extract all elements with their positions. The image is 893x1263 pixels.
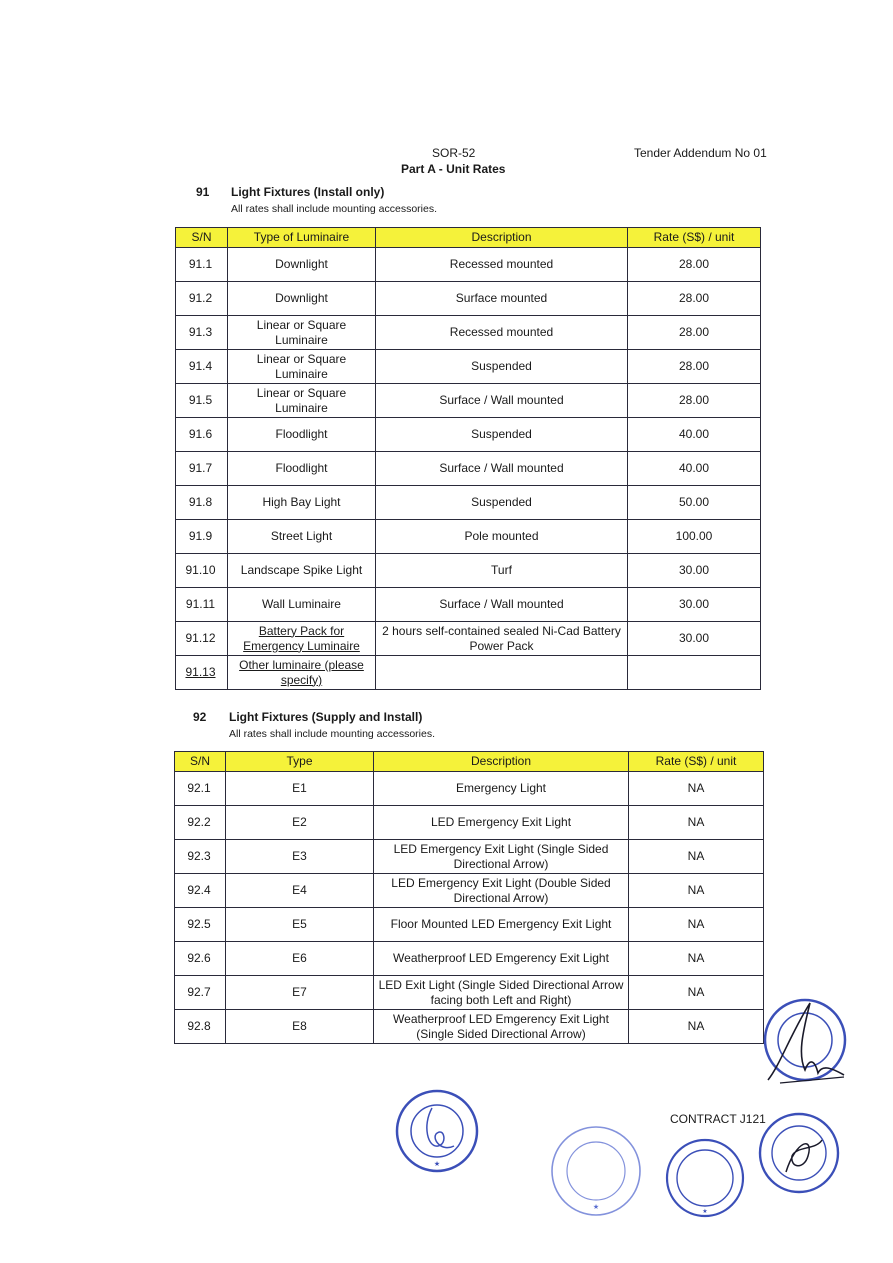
row-sn: 91.6	[176, 418, 228, 452]
column-header-description: Description	[376, 228, 628, 248]
row-rate: 30.00	[628, 622, 761, 656]
row-description: Suspended	[376, 418, 628, 452]
table-row	[175, 908, 764, 942]
row-sn: 92.5	[175, 908, 226, 942]
row-description: Pole mounted	[376, 520, 628, 554]
row-rate: NA	[629, 976, 764, 1010]
row-rate: 28.00	[628, 316, 761, 350]
row-rate: 28.00	[628, 384, 761, 418]
table-row	[175, 772, 764, 806]
table-row	[176, 316, 761, 350]
table-header-row	[176, 228, 761, 248]
row-description: Surface / Wall mounted	[376, 452, 628, 486]
svg-text:★: ★	[433, 1161, 441, 1168]
row-type: Downlight	[228, 248, 376, 282]
row-rate: 30.00	[628, 588, 761, 622]
row-sn: 91.3	[176, 316, 228, 350]
table-row	[176, 520, 761, 554]
row-type: Wall Luminaire	[228, 588, 376, 622]
bnl-engineering-stamp	[392, 1086, 482, 1176]
row-sn: 91.7	[176, 452, 228, 486]
section-91-title: Light Fixtures (Install only)	[231, 185, 385, 199]
row-description: LED Emergency Exit Light (Single Sided Directional Arrow)	[374, 840, 629, 874]
table-row	[175, 976, 764, 1010]
section-92-note: All rates shall include mounting accessories.	[229, 728, 436, 740]
contract-number: CONTRACT J121	[670, 1112, 766, 1126]
row-sn: 91.9	[176, 520, 228, 554]
row-type: Street Light	[228, 520, 376, 554]
row-description: Emergency Light	[374, 772, 629, 806]
row-type: E4	[226, 874, 374, 908]
row-sn: 91.12	[176, 622, 228, 656]
column-header-type: Type	[226, 752, 374, 772]
company-stamp-with-signature	[760, 995, 850, 1095]
document-code: SOR-52	[432, 146, 476, 160]
row-type: E8	[226, 1010, 374, 1044]
row-sn: 91.4	[176, 350, 228, 384]
table-row	[176, 622, 761, 656]
row-rate	[628, 656, 761, 690]
section-91-number: 91	[196, 185, 210, 199]
row-type: Floodlight	[228, 452, 376, 486]
row-rate: 40.00	[628, 418, 761, 452]
tender-addendum: Tender Addendum No 01	[634, 146, 767, 160]
row-sn: 91.1	[176, 248, 228, 282]
row-sn: 92.6	[175, 942, 226, 976]
row-description: 2 hours self-contained sealed Ni-Cad Battery Power Pack	[376, 622, 628, 656]
row-type: E1	[226, 772, 374, 806]
row-type: E3	[226, 840, 374, 874]
table-row	[176, 248, 761, 282]
row-type: Floodlight	[228, 418, 376, 452]
table-row	[175, 840, 764, 874]
row-sn: 92.7	[175, 976, 226, 1010]
table-header-row	[175, 752, 764, 772]
table-row	[176, 350, 761, 384]
row-type: E5	[226, 908, 374, 942]
row-rate: NA	[629, 1010, 764, 1044]
lotte-engineering-signed-stamp	[756, 1110, 842, 1196]
row-description: Turf	[376, 554, 628, 588]
table-row	[175, 874, 764, 908]
row-description: Suspended	[376, 350, 628, 384]
row-description: Surface / Wall mounted	[376, 588, 628, 622]
row-description: LED Emergency Exit Light (Double Sided Directional Arrow)	[374, 874, 629, 908]
row-description	[376, 656, 628, 690]
table-row	[176, 486, 761, 520]
row-sn: 92.1	[175, 772, 226, 806]
row-rate: NA	[629, 874, 764, 908]
column-header-description: Description	[374, 752, 629, 772]
table-row	[175, 942, 764, 976]
column-header-rate: Rate (S$) / unit	[628, 228, 761, 248]
row-rate: 28.00	[628, 282, 761, 316]
row-type: Other luminaire (please specify)	[228, 656, 376, 690]
column-header-sn: S/N	[176, 228, 228, 248]
row-type: E7	[226, 976, 374, 1010]
row-description: LED Emergency Exit Light	[374, 806, 629, 840]
svg-text:★: ★	[592, 1204, 600, 1211]
row-type: Linear or Square Luminaire	[228, 316, 376, 350]
table-row	[176, 418, 761, 452]
install-only-rates-table	[175, 227, 761, 690]
row-sn: 92.2	[175, 806, 226, 840]
row-type: Linear or Square Luminaire	[228, 350, 376, 384]
section-92-number: 92	[193, 710, 207, 724]
table-row	[176, 554, 761, 588]
section-91-note: All rates shall include mounting accessories.	[231, 203, 438, 215]
table-row	[176, 384, 761, 418]
lotte-engineering-stamp	[664, 1137, 746, 1219]
row-type: E6	[226, 942, 374, 976]
row-description: Suspended	[376, 486, 628, 520]
row-description: Floor Mounted LED Emergency Exit Light	[374, 908, 629, 942]
part-title: Part A - Unit Rates	[401, 162, 506, 176]
row-rate: NA	[629, 908, 764, 942]
bnl-engineering-faint-stamp	[548, 1123, 644, 1219]
row-rate: 28.00	[628, 248, 761, 282]
row-rate: 40.00	[628, 452, 761, 486]
row-rate: 100.00	[628, 520, 761, 554]
table-row	[176, 656, 761, 690]
row-type: High Bay Light	[228, 486, 376, 520]
row-description: Weatherproof LED Emgerency Exit Light (Single Sided Directional Arrow)	[374, 1010, 629, 1044]
row-description: Surface mounted	[376, 282, 628, 316]
row-sn: 91.10	[176, 554, 228, 588]
row-type: Battery Pack for Emergency Luminaire	[228, 622, 376, 656]
row-sn: 92.4	[175, 874, 226, 908]
row-sn: 91.8	[176, 486, 228, 520]
row-rate: 28.00	[628, 350, 761, 384]
row-type: Downlight	[228, 282, 376, 316]
column-header-sn: S/N	[175, 752, 226, 772]
table-row	[175, 1010, 764, 1044]
row-rate: NA	[629, 806, 764, 840]
row-sn: 91.13	[176, 656, 228, 690]
row-type: Linear or Square Luminaire	[228, 384, 376, 418]
table-row	[175, 806, 764, 840]
row-description: Recessed mounted	[376, 316, 628, 350]
row-sn: 91.5	[176, 384, 228, 418]
row-type: E2	[226, 806, 374, 840]
column-header-rate: Rate (S$) / unit	[629, 752, 764, 772]
row-rate: 50.00	[628, 486, 761, 520]
table-row	[176, 588, 761, 622]
row-sn: 91.11	[176, 588, 228, 622]
row-type: Landscape Spike Light	[228, 554, 376, 588]
section-92-title: Light Fixtures (Supply and Install)	[229, 710, 423, 724]
row-sn: 92.3	[175, 840, 226, 874]
row-description: Surface / Wall mounted	[376, 384, 628, 418]
row-sn: 92.8	[175, 1010, 226, 1044]
row-rate: NA	[629, 942, 764, 976]
column-header-type: Type of Luminaire	[228, 228, 376, 248]
row-description: LED Exit Light (Single Sided Directional Arrow facing both Left and Right)	[374, 976, 629, 1010]
row-rate: 30.00	[628, 554, 761, 588]
row-description: Weatherproof LED Emgerency Exit Light	[374, 942, 629, 976]
svg-text:★: ★	[702, 1209, 708, 1215]
row-sn: 91.2	[176, 282, 228, 316]
supply-install-rates-table	[174, 751, 764, 1044]
table-row	[176, 452, 761, 486]
row-rate: NA	[629, 772, 764, 806]
row-rate: NA	[629, 840, 764, 874]
table-row	[176, 282, 761, 316]
row-description: Recessed mounted	[376, 248, 628, 282]
